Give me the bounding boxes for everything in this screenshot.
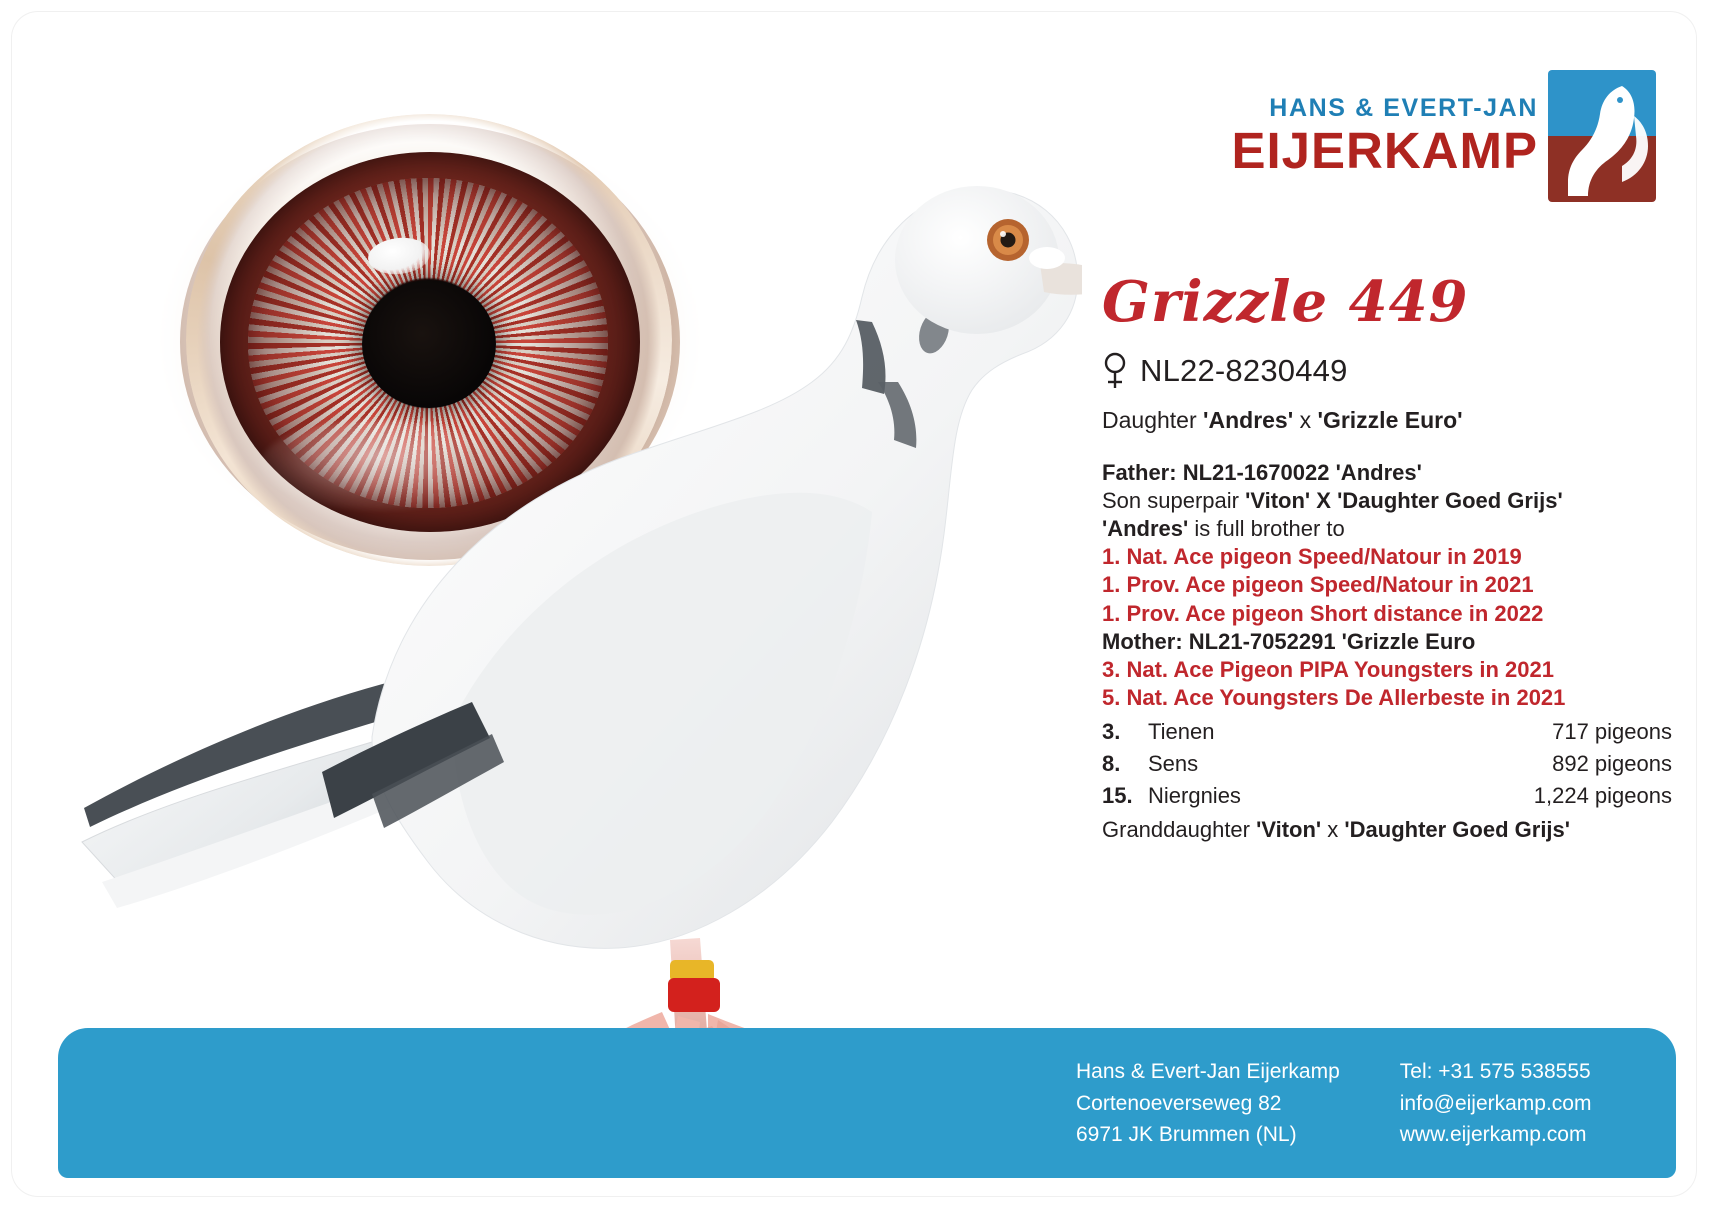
footer-address [1076,1056,1340,1151]
footer-email[interactable]: info@eijerkamp.com [1399,1091,1592,1115]
table-row [1102,716,1672,748]
father-superpair-line [1102,487,1672,515]
result-count: 1,224 pigeons [1533,782,1672,808]
female-symbol-icon [1102,352,1128,390]
father-brother-line [1102,515,1672,543]
table-row [1102,780,1672,812]
pigeon-logo-icon [1548,70,1656,202]
mother-achievement-2: 5. Nat. Ace Youngsters De Allerbeste in 2021 [1102,685,1566,710]
footer-phone: Tel: +31 575 538555 [1399,1060,1591,1083]
brand-logo [1231,70,1656,202]
granddaughter-prefix: Granddaughter [1102,816,1257,842]
result-race: Niergnies [1148,782,1241,808]
granddaughter-a: 'Viton' [1256,816,1322,842]
father-achievement-2: 1. Prov. Ace pigeon Speed/Natour in 2021 [1102,572,1534,598]
descent-mother: 'Grizzle Euro' [1317,407,1463,433]
father-superpair-prefix: Son superpair [1102,487,1246,513]
table-row [1102,748,1672,780]
pigeon-info-panel [1102,269,1672,844]
ring-number: NL22-8230449 [1140,353,1348,388]
footer-content [1076,1056,1591,1151]
father-ring: NL21-1670022 'Andres' [1182,459,1422,485]
mother-ring: NL21-7052291 'Grizzle Euro [1188,628,1476,654]
brand-logo-text [1231,94,1538,179]
brand-name-line2: EIJERKAMP [1231,122,1538,179]
ring-number-row [1102,352,1672,390]
father-achievement-3: 1. Prov. Ace pigeon Short distance in 2022 [1102,600,1544,626]
page-title: Grizzle 449 [1102,269,1469,335]
father-label: Father: [1102,459,1177,485]
father-line [1102,459,1672,487]
granddaughter-b: 'Daughter Goed Grijs' [1344,816,1571,842]
footer-website[interactable]: www.eijerkamp.com [1399,1123,1587,1146]
father-superpair-b: 'Daughter Goed Grijs' [1337,487,1563,513]
pigeon-photo [72,82,1082,1082]
footer-address-line3: 6971 JK Brummen (NL) [1076,1123,1297,1146]
father-superpair-a: 'Viton' [1245,487,1311,513]
father-brother-name: 'Andres' [1102,516,1189,542]
footer-address-line1: Hans & Evert-Jan Eijerkamp [1076,1060,1340,1083]
result-count: 717 pigeons [1552,719,1672,745]
footer-address-line2: Cortenoeverseweg 82 [1076,1091,1282,1115]
father-superpair-mid: X [1310,487,1338,513]
result-position: 15. [1102,782,1133,808]
race-results-list [1102,716,1672,812]
granddaughter-line [1102,816,1672,845]
result-race: Tienen [1148,719,1215,745]
descent-father: 'Andres' [1203,407,1294,433]
mother-line [1102,628,1672,656]
result-race: Sens [1148,751,1199,777]
granddaughter-mid: x [1321,816,1345,842]
descent-x: x [1293,407,1318,433]
footer-bar [58,1028,1676,1178]
father-brother-text: is full brother to [1188,516,1345,542]
result-position: 8. [1102,751,1121,777]
mother-achievement-1: 3. Nat. Ace Pigeon PIPA Youngsters in 2021 [1102,656,1554,682]
result-count: 892 pigeons [1552,751,1672,777]
footer-contact [1400,1056,1592,1151]
father-achievement-1: 1. Nat. Ace pigeon Speed/Natour in 2019 [1102,544,1522,570]
logo-bird-glyph [1548,70,1656,202]
pedigree-card [12,12,1696,1196]
mother-label: Mother: [1102,628,1183,654]
result-position: 3. [1102,719,1121,745]
brand-name-line1: HANS & EVERT-JAN [1269,94,1538,122]
descent-prefix: Daughter [1102,407,1204,433]
descent-line [1102,406,1672,435]
